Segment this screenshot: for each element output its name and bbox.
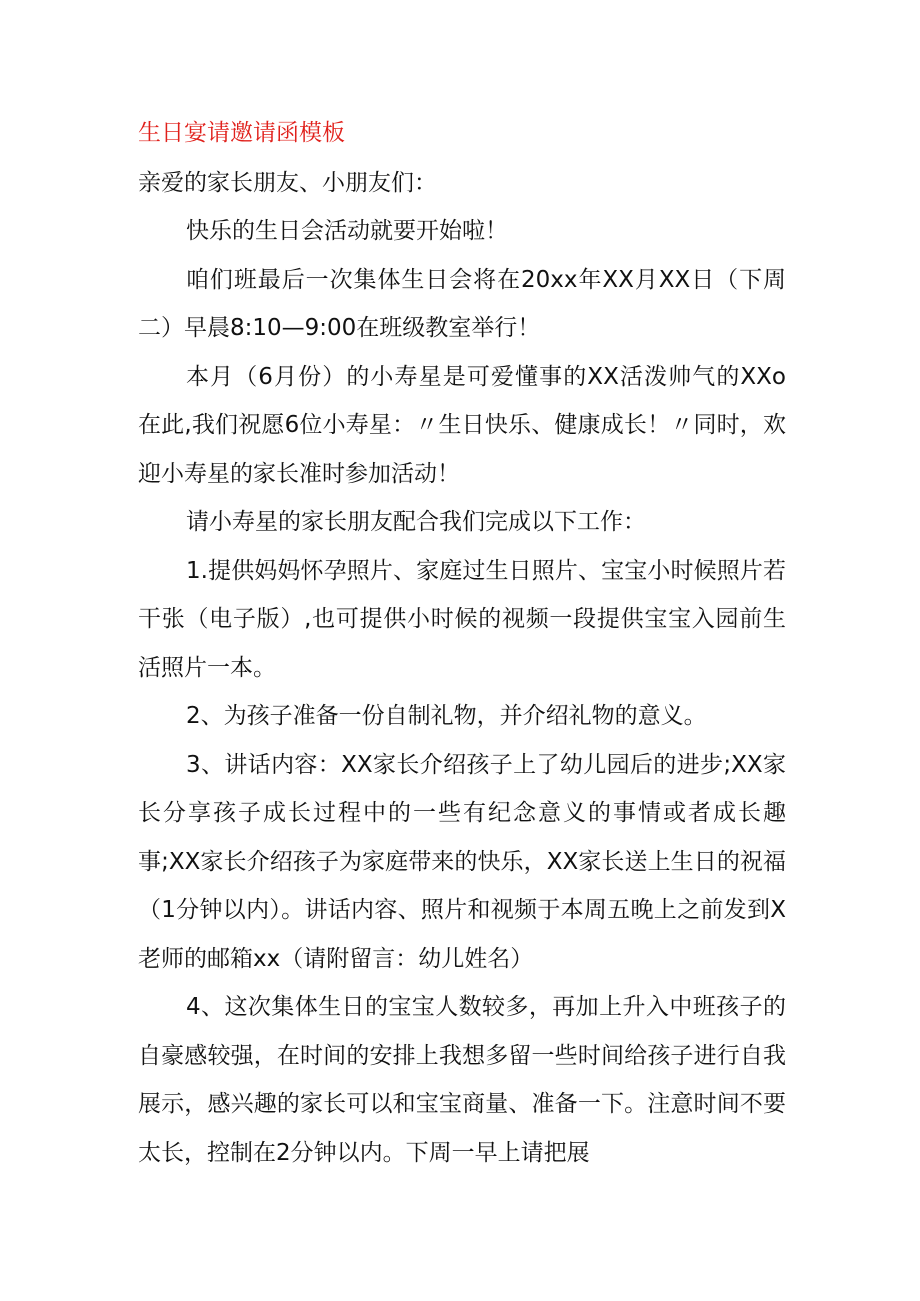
list-item-line: 3、讲话内容：XX家长介绍孩子上了幼儿园后的进步;XX家 [186, 752, 786, 778]
list-item-line: 展示，感兴趣的家长可以和宝宝商量、准备一下。注意时间不要 [138, 1091, 786, 1117]
paragraph-line: 咱们班最后一次集体生日会将在20xx年XX月XX日（下周 [186, 267, 786, 293]
list-item-line: 1.提供妈妈怀孕照片、家庭过生日照片、宝宝小时候照片若 [186, 558, 786, 584]
paragraph-line: 二）早晨8:10—9:00在班级教室举行！ [138, 315, 541, 341]
list-item-line: 老师的邮箱xx（请附留言：幼儿姓名） [138, 946, 534, 972]
list-item-line: 事;XX家长介绍孩子为家庭带来的快乐，XX家长送上生日的祝福 [138, 849, 786, 875]
paragraph-line: 本月（6月份）的小寿星是可爱懂事的XX活泼帅气的XXo [186, 364, 786, 390]
document-title: 生日宴请邀请函模板 [138, 120, 345, 146]
paragraph-line: 在此,我们祝愿6位小寿星：〃生日快乐、健康成长！〃同时，欢 [138, 412, 786, 438]
list-item-line: 干张（电子版）,也可提供小时候的视频一段提供宝宝入园前生 [138, 606, 786, 632]
paragraph-line: 迎小寿星的家长准时参加活动！ [138, 461, 460, 487]
list-item-line: （1分钟以内）。讲话内容、照片和视频于本周五晚上之前发到X [138, 897, 786, 923]
list-item-line: 自豪感较强，在时间的安排上我想多留一些时间给孩子进行自我 [138, 1043, 786, 1069]
list-item-line: 2、为孩子准备一份自制礼物，并介绍礼物的意义。 [186, 703, 707, 729]
paragraph-line: 快乐的生日会活动就要开始啦！ [186, 218, 508, 244]
list-item-line: 4、这次集体生日的宝宝人数较多，再加上升入中班孩子的 [186, 994, 786, 1020]
list-item-line: 活照片一本。 [138, 655, 276, 681]
list-item-line: 太长，控制在2分钟以内。下周一早上请把展 [138, 1140, 590, 1166]
salutation: 亲爱的家长朋友、小朋友们： [138, 170, 437, 196]
paragraph-line: 请小寿星的家长朋友配合我们完成以下工作： [186, 509, 646, 535]
list-item-line: 长分享孩子成长过程中的一些有纪念意义的事情或者成长趣 [138, 800, 786, 826]
